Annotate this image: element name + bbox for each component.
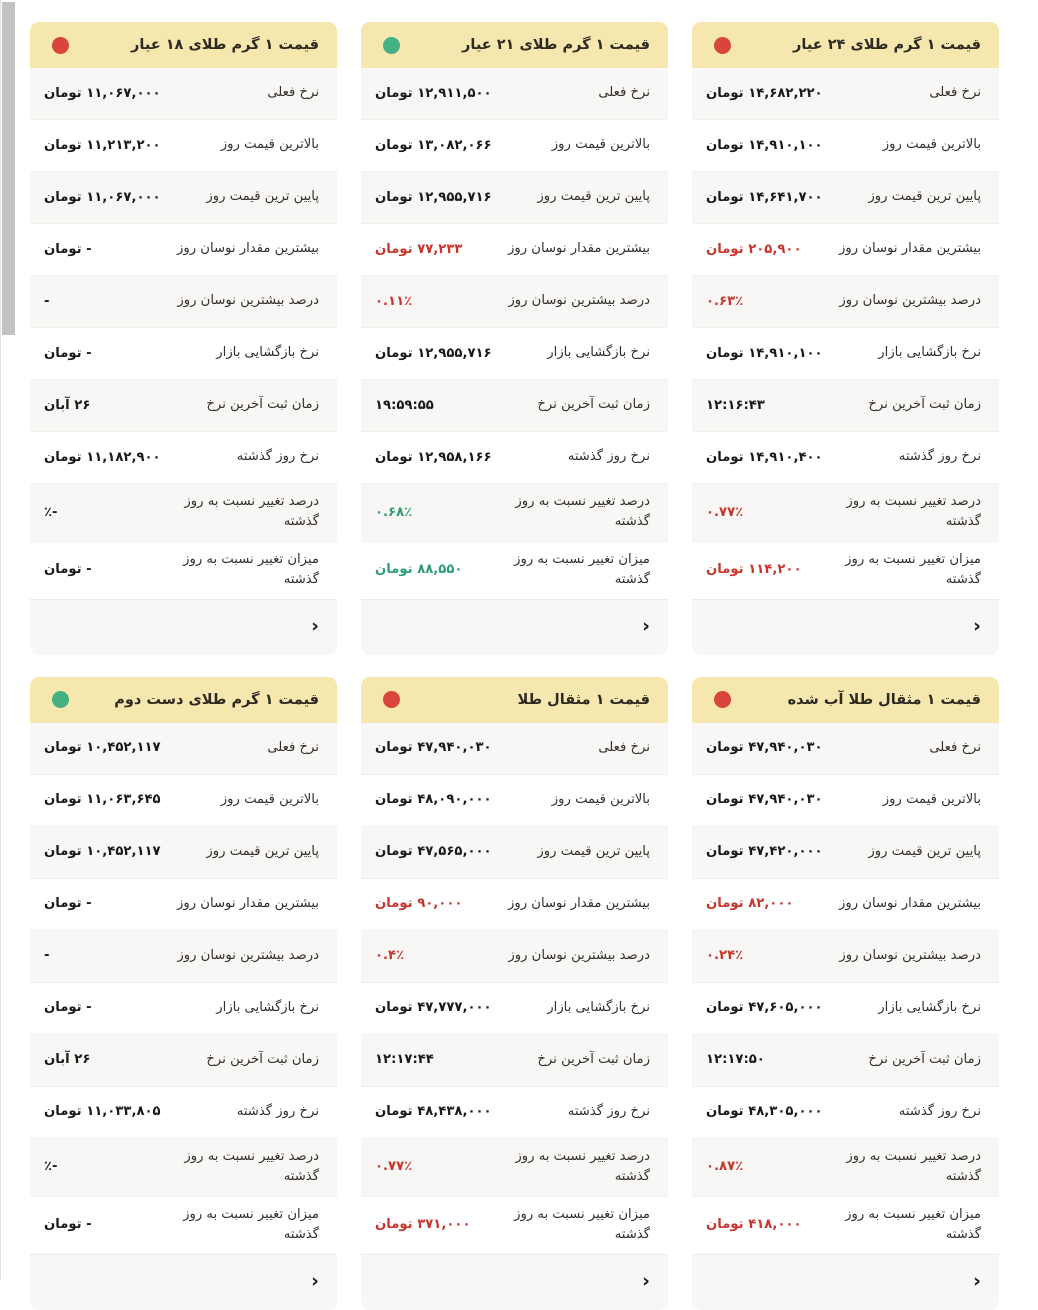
price-card-rows: [361, 68, 668, 599]
price-row-day-high: [30, 775, 337, 827]
price-row-value: ۱۴,۹۱۰,۱۰۰ تومان: [706, 345, 823, 361]
price-row-current-rate: [692, 723, 999, 775]
price-row-value: ۷۷,۲۳۳ تومان: [375, 241, 463, 257]
price-row-value: - تومان: [44, 1000, 92, 1016]
chevron-left-icon[interactable]: ‹: [311, 614, 319, 637]
price-row-change-amount-vs-prev: [692, 1197, 999, 1254]
price-row-label: پایین ترین قیمت روز: [868, 844, 981, 860]
price-card-header: [692, 677, 999, 723]
price-row-max-fluctuation-percent: [692, 276, 999, 328]
price-card-header: [692, 22, 999, 68]
price-row-value: ۱۲,۹۱۱,۵۰۰ تومان: [375, 85, 492, 101]
price-row-value: ۰.۴٪: [375, 948, 405, 964]
price-row-value: - تومان: [44, 345, 92, 361]
price-row-value: ۴۷,۹۴۰,۰۳۰ تومان: [706, 740, 823, 756]
price-row-day-low: [30, 172, 337, 224]
price-row-value: ۱۲:۱۷:۴۴: [375, 1052, 434, 1068]
price-row-label: بالاترین قیمت روز: [220, 792, 319, 808]
price-card-grid: [30, 22, 1012, 1310]
price-row-label: بیشترین مقدار نوسان روز: [177, 241, 319, 257]
price-row-label: نرخ روز گذشته: [236, 449, 319, 465]
price-card-footer[interactable]: [30, 1254, 337, 1310]
price-row-label: درصد بیشترین نوسان روز: [839, 948, 981, 964]
price-row-value: ۱۲,۹۵۸,۱۶۶ تومان: [375, 449, 492, 465]
price-row-value: ۱۲:۱۶:۴۳: [706, 397, 765, 413]
price-row-value: ۲۶ آبان: [44, 397, 91, 413]
price-row-label: نرخ روز گذشته: [898, 1104, 981, 1120]
price-row-label: پایین ترین قیمت روز: [537, 189, 650, 205]
price-card-header: [30, 677, 337, 723]
price-card: [30, 677, 337, 1310]
price-row-max-fluctuation-amount: [692, 224, 999, 276]
price-card-footer[interactable]: [361, 599, 668, 655]
price-row-label: نرخ بازگشایی بازار: [216, 345, 319, 361]
price-row-last-record-time: [361, 1035, 668, 1087]
price-row-label: میزان تغییر نسبت به روز گذشته: [183, 551, 319, 588]
price-row-value: ۰.۷۷٪: [706, 504, 744, 520]
price-row-current-rate: [30, 723, 337, 775]
price-row-value: ۴۷,۷۷۷,۰۰۰ تومان: [375, 1000, 492, 1016]
price-row-current-rate: [361, 68, 668, 120]
price-row-label: پایین ترین قیمت روز: [537, 844, 650, 860]
price-row-day-low: [361, 827, 668, 879]
price-row-change-amount-vs-prev: [692, 542, 999, 599]
price-row-max-fluctuation-percent: [692, 931, 999, 983]
price-row-value: ۴۷,۹۴۰,۰۳۰ تومان: [706, 792, 823, 808]
price-row-label: زمان ثبت آخرین نرخ: [537, 397, 650, 413]
price-row-label: زمان ثبت آخرین نرخ: [206, 1052, 319, 1068]
price-row-label: بالاترین قیمت روز: [551, 792, 650, 808]
price-row-value: -٪: [44, 1159, 58, 1175]
price-row-max-fluctuation-percent: [30, 931, 337, 983]
price-row-market-open-rate: [692, 983, 999, 1035]
price-row-value: ۱۱,۲۱۳,۲۰۰ تومان: [44, 137, 161, 153]
price-row-max-fluctuation-percent: [361, 276, 668, 328]
price-row-change-percent-vs-prev: [30, 1139, 337, 1197]
price-row-max-fluctuation-percent: [30, 276, 337, 328]
price-row-max-fluctuation-amount: [30, 879, 337, 931]
price-row-value: ۸۲,۰۰۰ تومان: [706, 896, 794, 912]
price-row-label: درصد تغییر نسبت به روز گذشته: [184, 494, 319, 530]
price-row-label: بالاترین قیمت روز: [882, 792, 981, 808]
price-row-value: ۰.۶۳٪: [706, 293, 744, 309]
price-row-change-percent-vs-prev: [30, 484, 337, 542]
price-row-value: - تومان: [44, 241, 92, 257]
price-row-value: ۱۳,۰۸۲,۰۶۶ تومان: [375, 137, 492, 153]
price-row-value: -: [44, 948, 50, 964]
price-row-label: درصد تغییر نسبت به روز گذشته: [846, 1148, 981, 1185]
price-row-label: نرخ فعلی: [929, 85, 981, 101]
price-row-prev-day-rate: [361, 1087, 668, 1139]
price-card-header: [361, 677, 668, 723]
price-row-value: ۱۲,۹۵۵,۷۱۶ تومان: [375, 189, 492, 205]
status-dot-green-icon: [52, 691, 69, 708]
price-row-value: -: [44, 293, 50, 309]
price-card-footer[interactable]: [692, 599, 999, 655]
price-card-footer[interactable]: [361, 1254, 668, 1310]
price-row-market-open-rate: [30, 983, 337, 1035]
price-card: [692, 22, 999, 655]
price-card-footer[interactable]: [30, 599, 337, 655]
price-row-label: درصد بیشترین نوسان روز: [177, 948, 319, 964]
price-row-value: ۰.۸۷٪: [706, 1159, 744, 1175]
price-row-last-record-time: [30, 1035, 337, 1087]
price-row-value: ۲۶ آبان: [44, 1052, 91, 1068]
price-row-label: بیشترین مقدار نوسان روز: [177, 896, 319, 912]
price-row-max-fluctuation-amount: [692, 879, 999, 931]
price-card-rows: [30, 723, 337, 1254]
price-row-label: نرخ بازگشایی بازار: [547, 345, 650, 361]
price-row-value: ۴۸,۳۰۵,۰۰۰ تومان: [706, 1104, 823, 1120]
price-row-label: زمان ثبت آخرین نرخ: [868, 1052, 981, 1068]
chevron-left-icon[interactable]: ‹: [973, 614, 981, 637]
price-row-prev-day-rate: [30, 432, 337, 484]
price-card-title: قیمت ۱ گرم طلای دست دوم: [114, 691, 319, 708]
price-row-value: ۴۷,۹۴۰,۰۳۰ تومان: [375, 740, 492, 756]
price-row-last-record-time: [30, 380, 337, 432]
price-row-value: ۲۰۵,۹۰۰ تومان: [706, 241, 802, 257]
price-card: [692, 677, 999, 1310]
price-row-value: - تومان: [44, 562, 92, 578]
price-row-value: ۰.۷۷٪: [375, 1159, 413, 1175]
price-row-label: نرخ فعلی: [267, 85, 319, 101]
price-row-label: میزان تغییر نسبت به روز گذشته: [845, 551, 981, 588]
price-row-market-open-rate: [361, 983, 668, 1035]
price-card-header: [361, 22, 668, 68]
price-row-prev-day-rate: [361, 432, 668, 484]
price-row-day-high: [692, 775, 999, 827]
price-row-label: درصد تغییر نسبت به روز گذشته: [184, 1148, 319, 1185]
price-row-label: درصد بیشترین نوسان روز: [508, 293, 650, 309]
price-row-value: ۴۷,۵۶۵,۰۰۰ تومان: [375, 844, 492, 860]
price-row-value: ۱۱,۱۸۲,۹۰۰ تومان: [44, 449, 161, 465]
price-row-value: ۴۸,۴۳۸,۰۰۰ تومان: [375, 1104, 492, 1120]
price-row-label: درصد تغییر نسبت به روز گذشته: [515, 1148, 650, 1185]
price-row-label: میزان تغییر نسبت به روز گذشته: [514, 1206, 650, 1243]
price-row-value: - تومان: [44, 1217, 92, 1233]
price-row-current-rate: [30, 68, 337, 120]
price-row-label: بیشترین مقدار نوسان روز: [839, 896, 981, 912]
price-row-label: پایین ترین قیمت روز: [206, 844, 319, 860]
price-row-value: - تومان: [44, 896, 92, 912]
price-row-market-open-rate: [692, 328, 999, 380]
price-row-value: ۱۴,۶۸۲,۲۲۰ تومان: [706, 85, 823, 101]
price-card-title: قیمت ۱ گرم طلای ۲۱ عیار: [462, 37, 650, 53]
price-row-value: ۱۰,۴۵۲,۱۱۷ تومان: [44, 740, 161, 756]
price-card: [361, 22, 668, 655]
price-row-change-amount-vs-prev: [361, 542, 668, 599]
price-row-change-amount-vs-prev: [30, 1197, 337, 1254]
price-row-label: میزان تغییر نسبت به روز گذشته: [183, 1206, 319, 1243]
price-row-value: ۴۸,۰۹۰,۰۰۰ تومان: [375, 792, 492, 808]
price-row-value: ۰.۶۸٪: [375, 504, 413, 520]
price-row-change-percent-vs-prev: [361, 1139, 668, 1197]
price-row-label: پایین ترین قیمت روز: [206, 189, 319, 205]
price-row-day-high: [692, 120, 999, 172]
status-dot-red-icon: [383, 691, 400, 708]
price-row-label: بیشترین مقدار نوسان روز: [508, 241, 650, 257]
chevron-left-icon[interactable]: ‹: [311, 1269, 319, 1292]
price-row-day-low: [30, 827, 337, 879]
price-row-current-rate: [692, 68, 999, 120]
price-row-day-low: [361, 172, 668, 224]
price-row-change-amount-vs-prev: [30, 542, 337, 599]
price-row-last-record-time: [692, 380, 999, 432]
price-card-title: قیمت ۱ گرم طلای ۱۸ عیار: [131, 37, 319, 53]
price-row-value: ۱۲,۹۵۵,۷۱۶ تومان: [375, 345, 492, 361]
price-card-title: قیمت ۱ گرم طلای ۲۴ عیار: [793, 37, 981, 53]
price-row-value: ۱۴,۶۴۱,۷۰۰ تومان: [706, 189, 823, 205]
price-row-value: ۱۲:۱۷:۵۰: [706, 1052, 765, 1068]
price-card-header: [30, 22, 337, 68]
price-row-prev-day-rate: [692, 1087, 999, 1139]
price-row-value: ۱۹:۵۹:۵۵: [375, 397, 434, 413]
price-row-label: نرخ فعلی: [267, 740, 319, 756]
price-row-day-low: [692, 172, 999, 224]
price-card: [361, 677, 668, 1310]
price-row-prev-day-rate: [692, 432, 999, 484]
price-row-value: ۴۷,۴۲۰,۰۰۰ تومان: [706, 844, 823, 860]
page-scrollbar[interactable]: [0, 0, 15, 1280]
price-row-market-open-rate: [30, 328, 337, 380]
price-row-change-percent-vs-prev: [692, 484, 999, 542]
price-row-label: پایین ترین قیمت روز: [868, 189, 981, 205]
price-row-value: -٪: [44, 504, 58, 520]
price-row-value: ۳۷۱,۰۰۰ تومان: [375, 1217, 471, 1233]
price-row-day-high: [361, 120, 668, 172]
price-row-change-percent-vs-prev: [361, 484, 668, 542]
status-dot-green-icon: [383, 37, 400, 54]
price-row-last-record-time: [692, 1035, 999, 1087]
price-row-label: نرخ روز گذشته: [236, 1104, 319, 1120]
price-row-max-fluctuation-percent: [361, 931, 668, 983]
price-row-market-open-rate: [361, 328, 668, 380]
price-row-label: نرخ بازگشایی بازار: [878, 1000, 981, 1016]
price-row-value: ۸۸,۵۵۰ تومان: [375, 562, 463, 578]
price-card-rows: [692, 68, 999, 599]
price-row-label: میزان تغییر نسبت به روز گذشته: [845, 1206, 981, 1243]
page-scrollbar-thumb[interactable]: [2, 2, 15, 335]
price-row-label: نرخ روز گذشته: [567, 449, 650, 465]
price-row-label: نرخ روز گذشته: [898, 449, 981, 465]
price-card-rows: [692, 723, 999, 1254]
price-row-value: ۱۴,۹۱۰,۱۰۰ تومان: [706, 137, 823, 153]
price-row-label: درصد تغییر نسبت به روز گذشته: [515, 494, 650, 530]
price-row-max-fluctuation-amount: [361, 224, 668, 276]
price-row-change-amount-vs-prev: [361, 1197, 668, 1254]
price-row-value: ۴۷,۶۰۵,۰۰۰ تومان: [706, 1000, 823, 1016]
price-card-rows: [30, 68, 337, 599]
price-row-day-high: [361, 775, 668, 827]
price-card-title: قیمت ۱ مثقال طلا آب شده: [787, 691, 981, 708]
price-card-title: قیمت ۱ مثقال طلا: [517, 691, 650, 708]
price-row-label: بیشترین مقدار نوسان روز: [508, 896, 650, 912]
price-row-label: نرخ فعلی: [598, 85, 650, 101]
price-row-label: زمان ثبت آخرین نرخ: [868, 397, 981, 413]
price-row-label: درصد تغییر نسبت به روز گذشته: [846, 494, 981, 530]
chevron-left-icon[interactable]: ‹: [642, 614, 650, 637]
price-row-day-low: [692, 827, 999, 879]
price-row-change-percent-vs-prev: [692, 1139, 999, 1197]
price-row-value: ۰.۲۴٪: [706, 948, 744, 964]
price-row-max-fluctuation-amount: [361, 879, 668, 931]
status-dot-red-icon: [714, 691, 731, 708]
price-row-label: درصد بیشترین نوسان روز: [508, 948, 650, 964]
price-card-rows: [361, 723, 668, 1254]
price-row-value: ۴۱۸,۰۰۰ تومان: [706, 1217, 802, 1233]
price-card-footer[interactable]: [692, 1254, 999, 1310]
price-row-current-rate: [361, 723, 668, 775]
price-row-label: زمان ثبت آخرین نرخ: [537, 1052, 650, 1068]
price-row-label: نرخ بازگشایی بازار: [878, 345, 981, 361]
price-row-value: ۹۰,۰۰۰ تومان: [375, 896, 463, 912]
price-row-day-high: [30, 120, 337, 172]
price-row-label: نرخ فعلی: [598, 740, 650, 756]
price-row-label: نرخ بازگشایی بازار: [547, 1000, 650, 1016]
price-row-value: ۱۱,۰۶۷,۰۰۰ تومان: [44, 85, 161, 101]
price-row-max-fluctuation-amount: [30, 224, 337, 276]
status-dot-red-icon: [714, 37, 731, 54]
price-row-label: زمان ثبت آخرین نرخ: [206, 397, 319, 413]
price-row-value: ۱۱,۰۶۳,۶۴۵ تومان: [44, 792, 161, 808]
price-row-prev-day-rate: [30, 1087, 337, 1139]
price-row-value: ۱۱,۰۳۳,۸۰۵ تومان: [44, 1104, 161, 1120]
price-row-value: ۱۰,۴۵۲,۱۱۷ تومان: [44, 844, 161, 860]
chevron-left-icon[interactable]: ‹: [973, 1269, 981, 1292]
price-row-value: ۱۱۴,۲۰۰ تومان: [706, 562, 802, 578]
price-row-label: بیشترین مقدار نوسان روز: [839, 241, 981, 257]
price-row-label: میزان تغییر نسبت به روز گذشته: [514, 551, 650, 588]
price-row-label: بالاترین قیمت روز: [551, 137, 650, 153]
price-row-label: درصد بیشترین نوسان روز: [839, 293, 981, 309]
price-row-label: درصد بیشترین نوسان روز: [177, 293, 319, 309]
price-row-last-record-time: [361, 380, 668, 432]
price-row-label: نرخ فعلی: [929, 740, 981, 756]
price-row-label: بالاترین قیمت روز: [882, 137, 981, 153]
price-card: [30, 22, 337, 655]
price-row-label: نرخ بازگشایی بازار: [216, 1000, 319, 1016]
status-dot-red-icon: [52, 37, 69, 54]
chevron-left-icon[interactable]: ‹: [642, 1269, 650, 1292]
price-row-label: بالاترین قیمت روز: [220, 137, 319, 153]
price-row-value: ۱۴,۹۱۰,۴۰۰ تومان: [706, 449, 823, 465]
price-row-label: نرخ روز گذشته: [567, 1104, 650, 1120]
price-row-value: ۱۱,۰۶۷,۰۰۰ تومان: [44, 189, 161, 205]
price-row-value: ۰.۱۱٪: [375, 293, 413, 309]
